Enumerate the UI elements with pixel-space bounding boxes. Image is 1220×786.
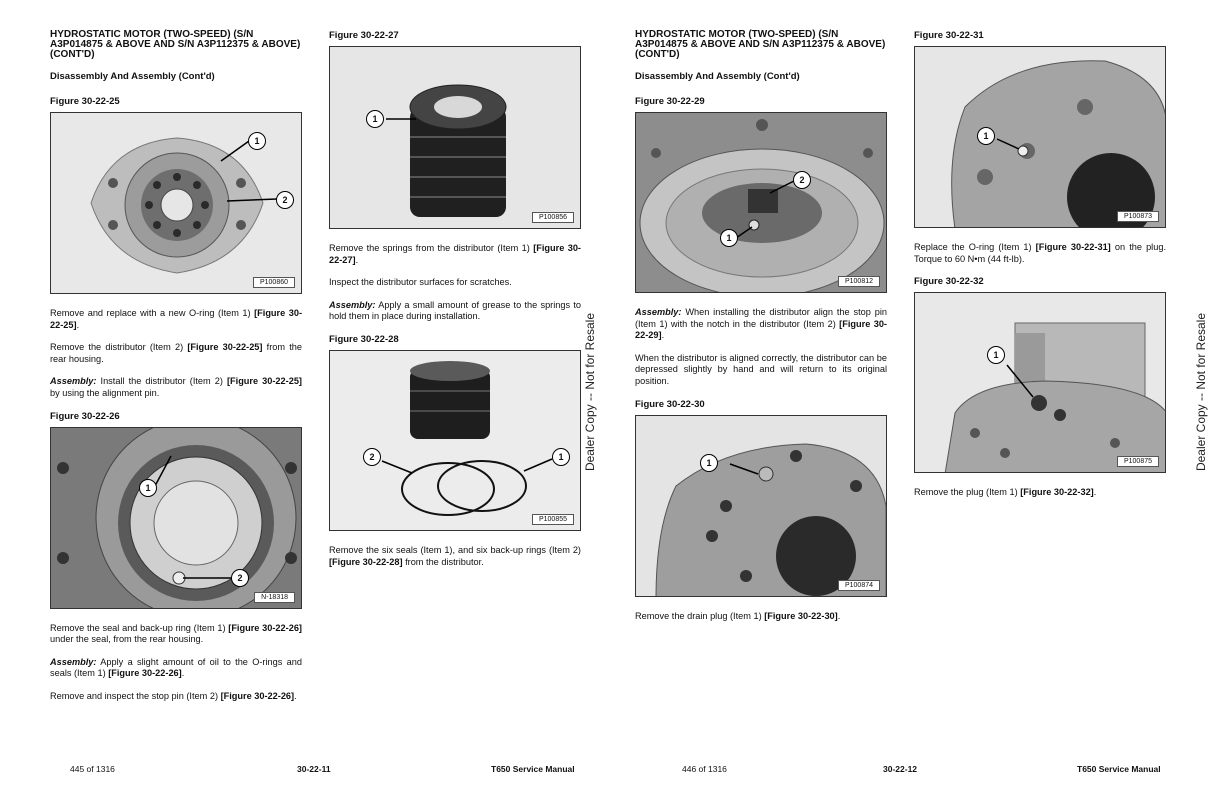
callout-1: 1 [700,454,718,472]
distributor-springs-photo [330,47,581,229]
left-page-column-1 [50,30,302,714]
footer-section-number: 30-22-11 [297,764,331,774]
photo-code: P100855 [532,514,574,525]
paragraph: Remove the plug (Item 1) [Figure 30-22-32]. [914,487,1097,498]
rear-housing-seal-photo [51,428,302,609]
paragraph: Inspect the distributor surfaces for scratches. [329,277,512,288]
paragraph: Assembly: Install the distributor (Item 2) [Figure 30-22-25] by using the alignment pin. [50,376,302,398]
paragraph: Assembly: Apply a slight amount of oil to the O-rings and seals (Item 1) [Figure 30-22-26]. [50,656,302,679]
figure-label: Figure 30-22-30 [635,398,705,410]
section-subheading: Disassembly And Assembly (Cont'd) [635,71,800,82]
footer-manual-title: T650 Service Manual [491,764,575,774]
figure-label: Figure 30-22-32 [914,276,984,288]
callout-1: 1 [366,110,384,128]
callout-2: 2 [363,448,381,466]
photo-code: P100875 [1117,456,1159,467]
paragraph: Assembly: When installing the distributor align the stop pin (Item 1) with the notch in the distributor (Item 2) [Figure 30-22-29]. [635,307,887,341]
distributor-seals-photo [330,351,581,531]
figure-photo-30-22-27 [329,46,581,229]
drain-plug-photo [636,416,887,597]
figure-photo-30-22-29 [635,112,887,293]
plug-oring-photo [915,47,1166,228]
figure-label: Figure 30-22-27 [329,30,399,41]
photo-code: N-18318 [254,592,295,603]
callout-1: 1 [139,479,157,497]
figure-photo-30-22-28 [329,350,581,531]
watermark-left: Dealer Copy -- Not for Resale [583,312,597,472]
section-heading: HYDROSTATIC MOTOR (TWO-SPEED) (S/N A3P014875 & ABOVE AND S/N A3P112375 & ABOVE) (CONT'D) [50,29,301,60]
paragraph: Assembly: Apply a small amount of grease to the springs to hold them in place during installation. [329,299,581,322]
footer-page-count: 445 of 1316 [70,764,115,774]
callout-2: 2 [793,171,811,189]
figure-photo-30-22-26 [50,427,302,609]
callout-1: 1 [977,127,995,145]
figure-photo-30-22-30 [635,415,887,597]
callout-2: 2 [231,569,249,587]
paragraph: When the distributor is aligned correctly, the distributor can be depressed slightly by hand and will return to its original position. [635,352,887,386]
photo-code: P100860 [253,277,295,288]
figure-photo-30-22-31 [914,46,1166,228]
figure-label: Figure 30-22-31 [914,30,984,41]
paragraph: Remove the drain plug (Item 1) [Figure 30-22-30]. [635,610,841,621]
callout-1: 1 [720,229,738,247]
paragraph: Remove the six seals (Item 1), and six back-up rings (Item 2) [Figure 30-22-28] from the distributor. [329,544,581,567]
watermark-right: Dealer Copy -- Not for Resale [1194,312,1208,472]
paragraph: Remove and inspect the stop pin (Item 2) [Figure 30-22-26]. [50,690,297,701]
photo-code: P100873 [1117,211,1159,222]
paragraph: Remove the distributor (Item 2) [Figure 30-22-25] from the rear housing. [50,342,302,364]
figure-photo-30-22-32 [914,292,1166,473]
callout-1: 1 [248,132,266,150]
footer-page-count: 446 of 1316 [682,764,727,774]
footer-manual-title: T650 Service Manual [1077,764,1161,774]
paragraph: Replace the O-ring (Item 1) [Figure 30-22-31] on the plug. Torque to 60 N•m (44 ft-lb). [914,242,1166,264]
right-page-column-1 [635,30,887,633]
photo-code: P100812 [838,276,880,287]
footer-section-number: 30-22-12 [883,764,918,774]
figure-label: Figure 30-22-28 [329,333,399,345]
paragraph: Remove the springs from the distributor (Item 1) [Figure 30-22-27]. [329,243,581,265]
callout-1: 1 [552,448,570,466]
section-heading: HYDROSTATIC MOTOR (TWO-SPEED) (S/N A3P014875 & ABOVE AND S/N A3P112375 & ABOVE) (CONT'D) [635,29,886,60]
figure-label: Figure 30-22-26 [50,410,120,422]
figure-photo-30-22-25 [50,112,302,294]
paragraph: Remove the seal and back-up ring (Item 1) [Figure 30-22-26] under the seal, from the rear housing. [50,622,302,645]
figure-label: Figure 30-22-29 [635,96,705,107]
callout-1: 1 [987,346,1005,364]
photo-code: P100856 [532,212,574,223]
section-subheading: Disassembly And Assembly (Cont'd) [50,71,215,82]
plug-removal-photo [915,293,1166,473]
left-page-column-2 [329,30,581,579]
photo-code: P100874 [838,580,880,591]
right-page-column-2 [914,30,1166,510]
paragraph: Remove and replace with a new O-ring (Item 1) [Figure 30-22-25]. [50,308,303,330]
distributor-alignment-photo [636,113,887,293]
figure-label: Figure 30-22-25 [50,96,120,107]
callout-2: 2 [276,191,294,209]
